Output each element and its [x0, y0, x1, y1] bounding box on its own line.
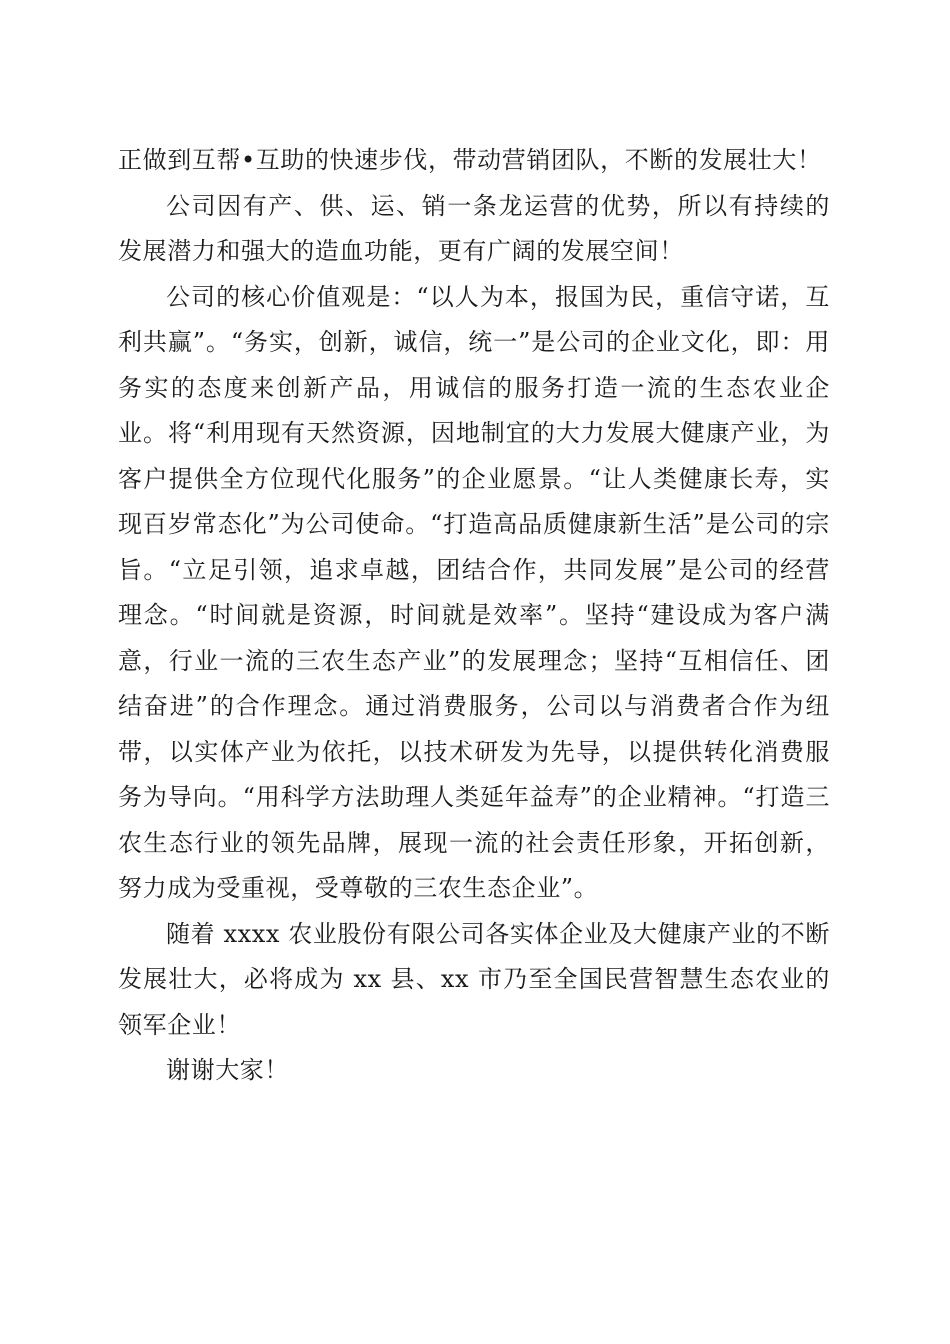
paragraph-closing: 谢谢大家！ [166, 1056, 289, 1084]
paragraph-outlook: 随着 xxxx 农业股份有限公司各实体企业及大健康产业的不断发展壮大，必将成为 xx 县、xx 市乃至全国民营智慧生态农业的领军企业！ [118, 919, 830, 1039]
document-body [118, 138, 830, 1094]
paragraph-core-values: 公司的核心价值观是：“以人为本，报国为民，重信守诺，互利共赢”。“务实，创新，诚信，统一”是公司的企业文化，即：用务实的态度来创新产品，用诚信的服务打造一流的生态农业企业。将“利用现有天然资源，因地制宜的大力发展大健康产业，为客户提供全方位现代化服务”的企业愿景。“让人类健康长寿，实现百岁常态化”为公司使命。“打造高品质健康新生活”是公司的宗旨。“立足引领，追求卓越，团结合作，共同发展”是公司的经营理念。“时间就是资源，时间就是效率”。坚持“建设成为客户满意，行业一流的三农生态产业”的发展理念；坚持“互相信任、团结奋进”的合作理念。通过消费服务，公司以与消费者合作为纽带，以实体产业为依托，以技术研发为先导，以提供转化消费服务为导向。“用科学方法助理人类延年益寿”的企业精神。“打造三农生态行业的领先品牌，展现一流的社会责任形象，开拓创新，努力成为受重视，受尊敬的三农生态企业”。 [118, 282, 830, 902]
paragraph-company-advantage: 公司因有产、供、运、销一条龙运营的优势，所以有持续的发展潜力和强大的造血功能，更有广阔的发展空间！ [118, 191, 830, 265]
paragraph-continuation: 正做到互帮•互助的快速步伐，带动营销团队，不断的发展壮大！ [118, 146, 822, 174]
